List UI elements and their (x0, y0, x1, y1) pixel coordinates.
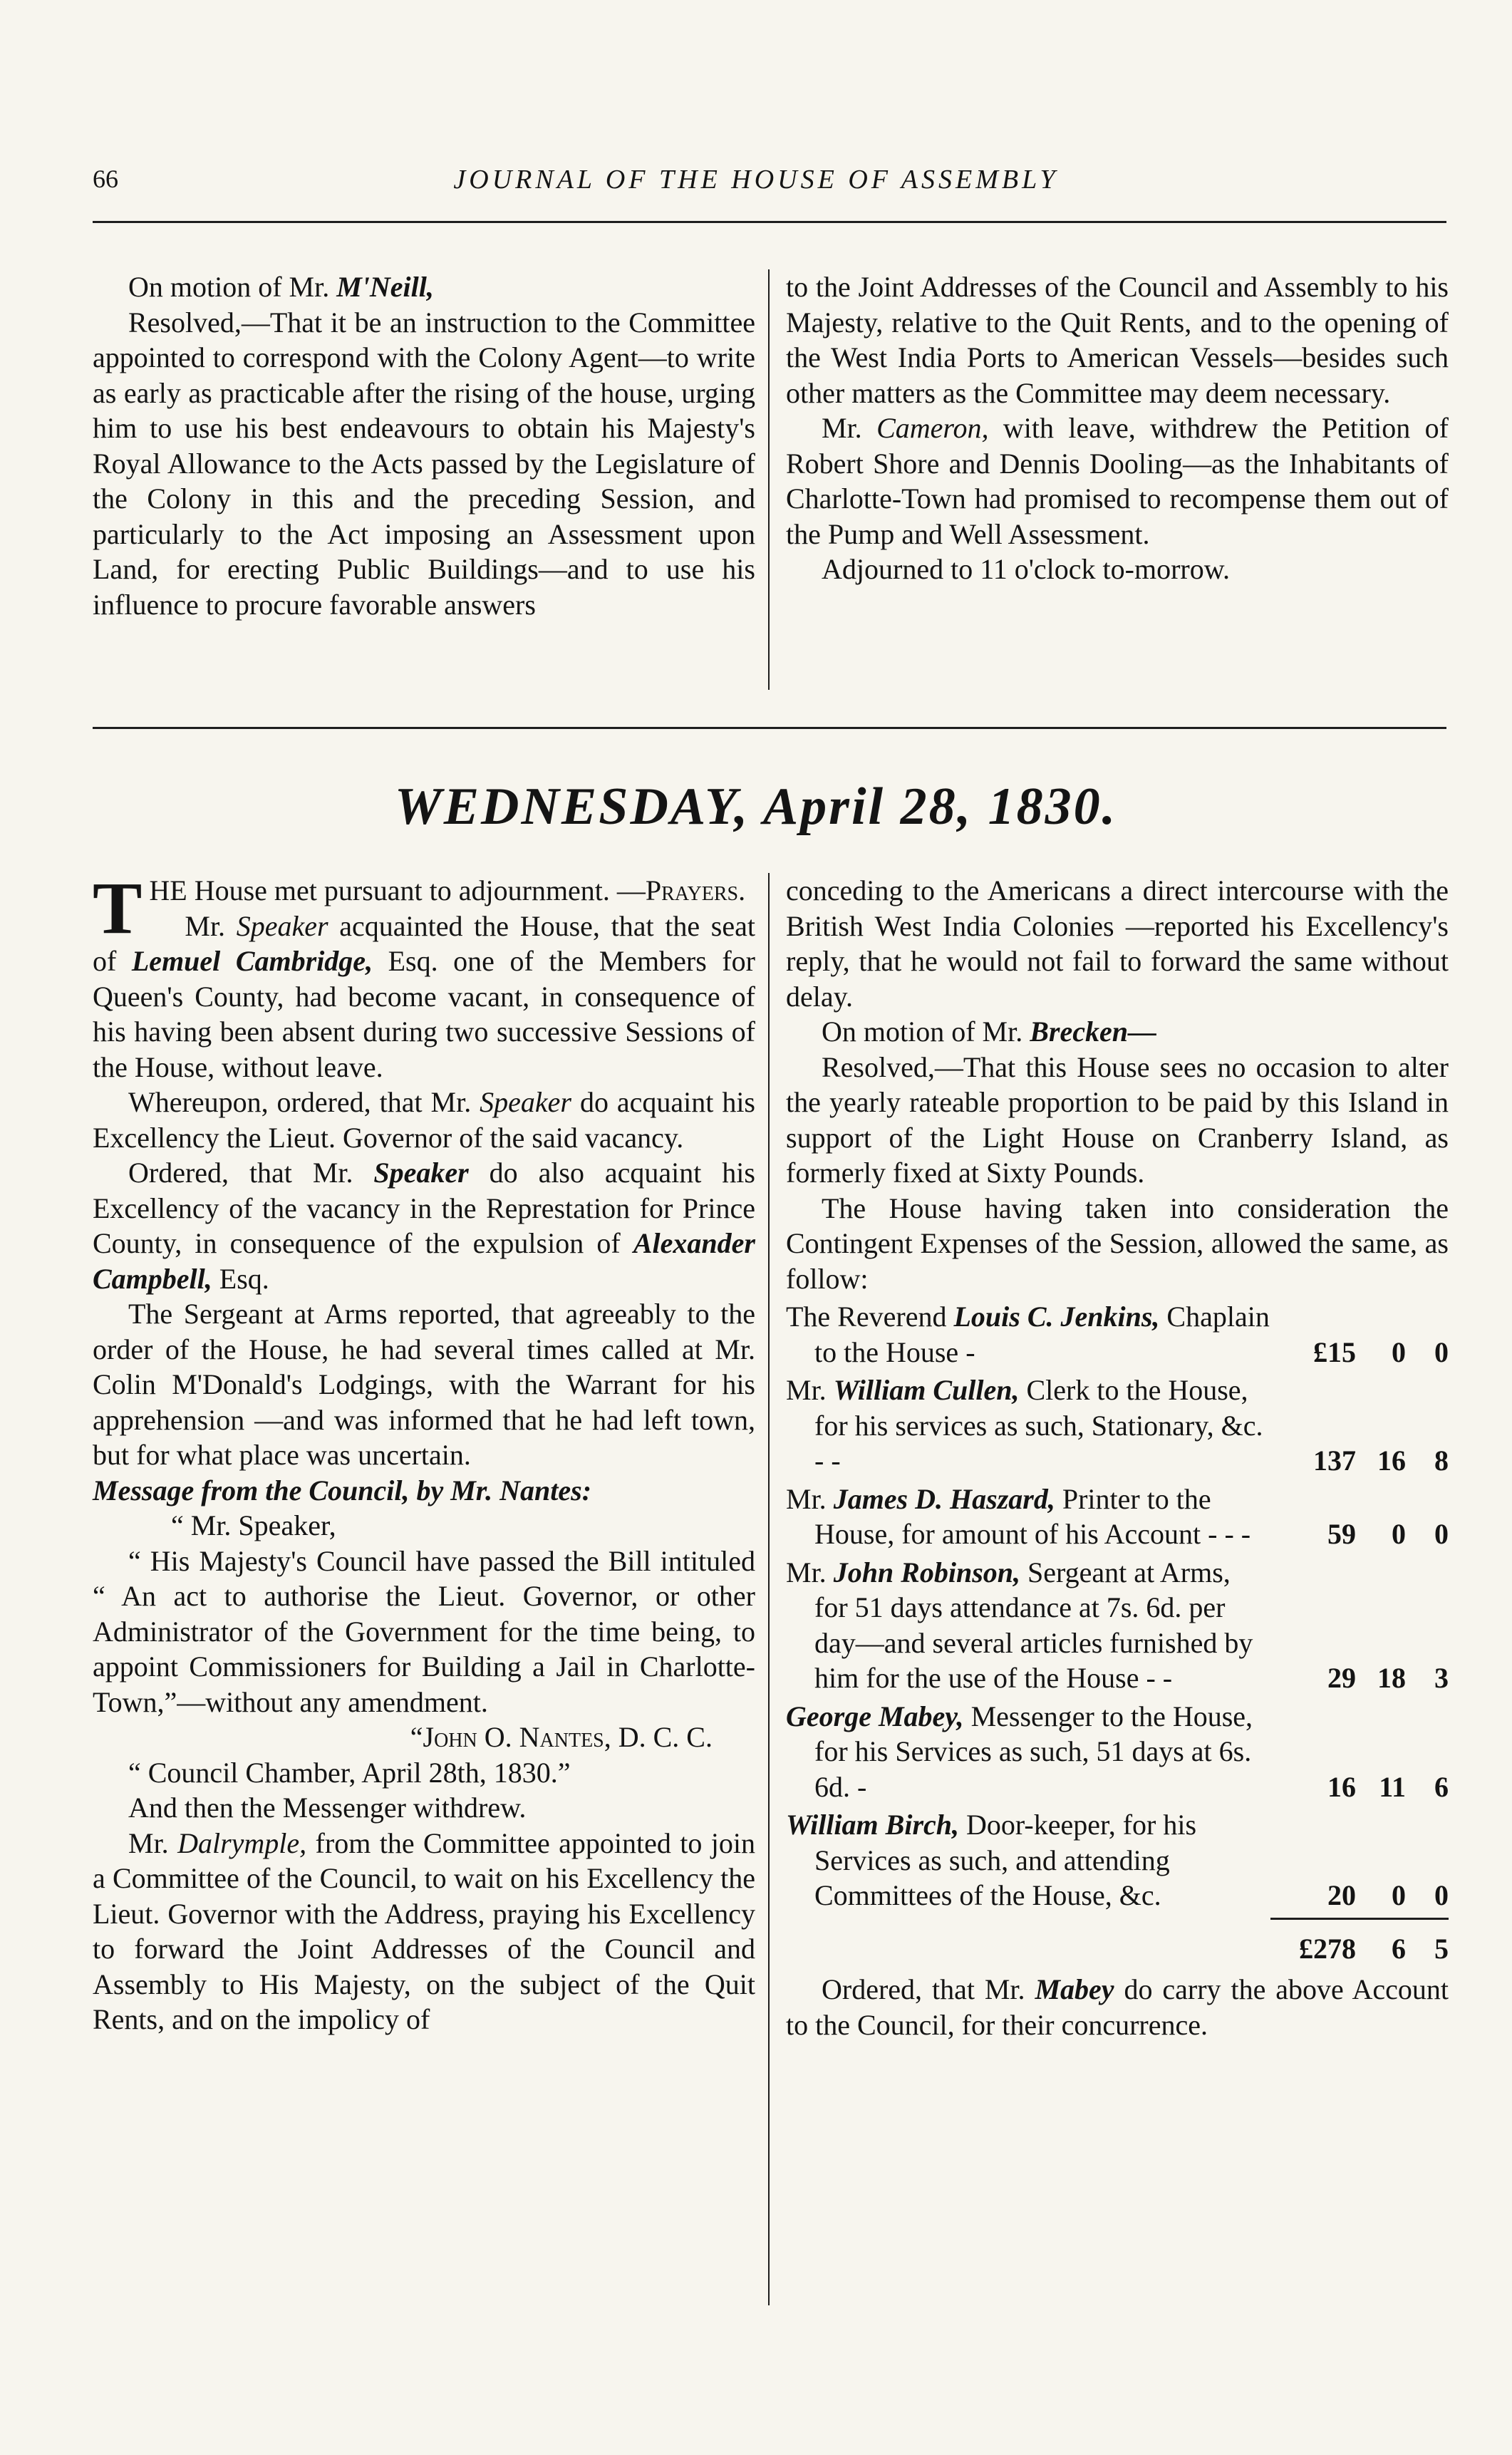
lighthouse-resolution: Resolved,—That this House sees no occasion to alter the yearly rateable proportion to be paid by this Island in support of the Light House on Cranberry Island, as formerly fixed at Sixty Pounds. (786, 1050, 1449, 1189)
account-amount: 29 18 3 (1327, 1662, 1449, 1694)
top-left-column (93, 269, 755, 622)
account-amount: 59 0 0 (1327, 1518, 1449, 1550)
mabey-order-paragraph: Ordered, that Mr. Mabey do carry the above Account to the Council, for their concurrence. (786, 1973, 1449, 2041)
opening-paragraph: THE House met pursuant to adjournment. —Prayers. (93, 867, 746, 949)
drop-cap: T (93, 867, 143, 949)
page-header (0, 164, 1512, 207)
resolution-text: Resolved,—That it be an instruction to the Committee appointed to correspond with the Colony Agent—to write as early as practicable after the rising of the house, urging him to use his best endeavours to obtain his Majesty's Royal Allowance to the Acts passed by the Legislature of the Colony in this and the preceding Session, and particularly to the Act imposing an Assessment upon Land, for erecting Public Buildings—and to use his influence to procure favorable answers (93, 306, 755, 621)
message-signature: “John O. Nantes, D. C. C. (410, 1721, 713, 1753)
page-number: 66 (93, 165, 118, 193)
account-entry-sergeant: Mr. John Robinson, Sergeant at Arms, for 51 days attendance at 7s. 6d. per day—and several articles furnished by him for the use of the House - - 29 18 3 (786, 1555, 1449, 1696)
running-title: JOURNAL OF THE HOUSE OF ASSEMBLY (453, 165, 1059, 195)
account-entry-chaplain: The Reverend Louis C. Jenkins, Chaplain to the House - £15 0 0 (786, 1299, 1449, 1370)
contingent-expenses-intro: The House having taken into consideration the Contingent Expenses of the Session, allowed the same, as follow: (786, 1192, 1449, 1295)
mover-name: M'Neill, (336, 271, 434, 303)
messenger-withdrew: And then the Messenger withdrew. (128, 1792, 527, 1824)
header-rule (93, 221, 1446, 223)
account-entry-printer: Mr. James D. Haszard, Printer to the House, for amount of his Account - - - 59 0 0 (786, 1482, 1449, 1552)
top-right-column (786, 269, 1449, 587)
column-divider (768, 873, 770, 2305)
account-total: £278 6 5 (1299, 1932, 1449, 1965)
sergeant-paragraph: The Sergeant at Arms reported, that agreeably to the order of the House, he had several times called at Mr. Colin M'Donald's Lodgings, with the Warrant for his apprehension —and was informed that he had left town, but for what place was uncertain. (93, 1298, 755, 1471)
account-entry-doorkeeper: William Birch, Door-keeper, for his Services as such, and attending Committees of the House, &c. 20 0 0 (786, 1807, 1449, 1913)
account-entry-clerk: Mr. William Cullen, Clerk to the House, for his services as such, Stationary, &c. - - 137 16 8 (786, 1373, 1449, 1479)
cameron-paragraph: Mr. Cameron, with leave, withdrew the Petition of Robert Shore and Dennis Dooling—as the Inhabitants of Charlotte-Town had promised to recompense them out of the Pump and Well Assessment. (786, 412, 1449, 550)
message-salutation: “ Mr. Speaker, (171, 1509, 336, 1541)
dalrymple-paragraph: Mr. Dalrymple, from the Committee appointed to join a Committee of the Council, to wait on his Excellency the Lieut. Governor with the Address, praying his Excellency to forward the Joint Addresses of the Council and Assembly to His Majesty, on the subject of the Quit Rents, and on the impolicy of (93, 1826, 755, 2035)
left-column (93, 867, 756, 2037)
top-column-divider (768, 269, 770, 690)
message-heading: Message from the Council, by Mr. Nantes: (93, 1474, 592, 1506)
date-heading: WEDNESDAY, April 28, 1830. (394, 777, 1118, 836)
account-amount: 20 0 0 (1327, 1879, 1449, 1911)
right-column (786, 873, 1449, 2042)
account-entry-messenger: George Mabey, Messenger to the House, for his Services as such, 51 days at 6s. 6d. - 16 11 6 (786, 1699, 1449, 1805)
message-body: “ His Majesty's Council have passed the Bill intituled “ An act to authorise the Lieut. Governor, or other Administrator of the Government for the time being, to appoint Commissioners for Building a Jail in Charlotte-Town,”—without any amendment. (93, 1544, 755, 1718)
account-amount: 16 11 6 (1327, 1770, 1449, 1803)
total-rule (1270, 1918, 1449, 1920)
account-amount: 137 16 8 (1313, 1444, 1449, 1477)
section-rule (93, 727, 1446, 729)
adjournment-line: Adjourned to 11 o'clock to-morrow. (822, 553, 1231, 585)
whereupon-paragraph: Whereupon, ordered, that Mr. Speaker do acquaint his Excellency the Lieut. Governor of the said vacancy. (93, 1086, 756, 1154)
reply-continuation: conceding to the Americans a direct intercourse with the British West India Colonies —reported his Excellency's reply, that he would not fail to forward the same without delay. (786, 874, 1449, 1013)
motion-line: On motion of Mr. M'Neill, (128, 271, 434, 303)
ordered-paragraph: Ordered, that Mr. Speaker do also acquaint his Excellency of the vacancy in the Represtation for Prince County, in consequence of the expulsion of Alexander Campbell, Esq. (93, 1157, 755, 1295)
speaker-vacancy-paragraph: Mr. Speaker acquainted the House, that the seat of Lemuel Cambridge, Esq. one of the Members for Queen's County, had become vacant, in consequence of his having been absent during two successive Sessions of the House, without leave. (93, 909, 755, 1083)
account-amount: £15 0 0 (1313, 1335, 1449, 1368)
message-dateline: “ Council Chamber, April 28th, 1830.” (128, 1756, 571, 1789)
continuation-text: to the Joint Addresses of the Council and Assembly to his Majesty, relative to the Quit Rents, and to the opening of the West India Ports to American Vessels—besides such other matters as the Committee may deem necessary. (786, 271, 1449, 409)
brecken-motion: On motion of Mr. Brecken— (822, 1015, 1156, 1048)
